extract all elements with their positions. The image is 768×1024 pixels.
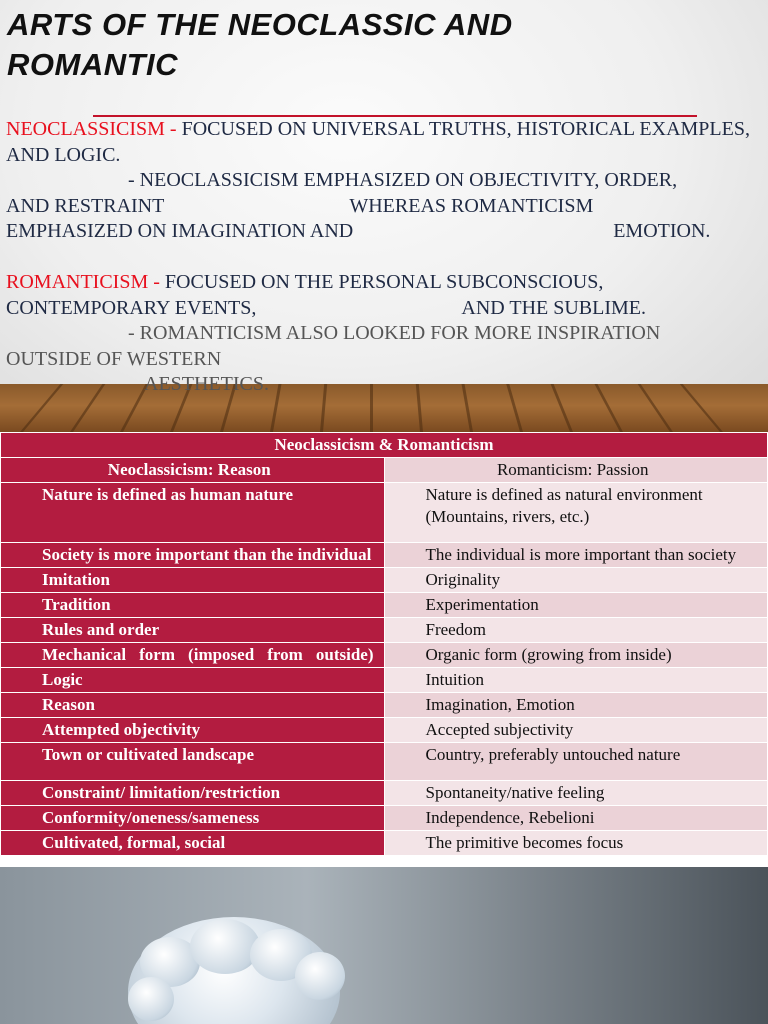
neo-sub-e: EMOTION. [613, 220, 711, 242]
romanticism-cell: Country, preferably untouched nature [384, 743, 768, 781]
neoclassicism-cell: Constraint/ limitation/restriction [1, 781, 385, 806]
slide-title [7, 5, 747, 85]
romanticism-cell: Freedom [384, 618, 768, 643]
romanticism-cell: Spontaneity/native feeling [384, 781, 768, 806]
title-line-1: ARTS OF THE NEOCLASSIC AND [7, 7, 513, 42]
rom-sub-b: OUTSIDE OF WESTERN [6, 347, 222, 370]
neoclassicism-cell: Reason [1, 693, 385, 718]
table-row [1, 781, 768, 806]
neoclassicism-cell: Town or cultivated landscape [1, 743, 385, 781]
rom-dash: - [148, 271, 165, 293]
hair-curl-shape [128, 977, 174, 1021]
neo-sub-b: AND RESTRAINT [6, 194, 165, 217]
romanticism-cell: Originality [384, 568, 768, 593]
table-row [1, 483, 768, 543]
romanticism-paragraph [6, 270, 766, 398]
table-title: Neoclassicism & Romanticism [1, 433, 768, 458]
hair-curl-shape [295, 952, 345, 1000]
rom-text-c: AND THE SUBLIME. [461, 296, 647, 319]
table-row [1, 593, 768, 618]
table-row [1, 543, 768, 568]
rom-text-a: FOCUSED ON THE PERSONAL SUBCONSCIOUS, [164, 271, 604, 293]
neoclassicism-cell: Rules and order [1, 618, 385, 643]
romanticism-cell: Intuition [384, 668, 768, 693]
comparison-table [0, 432, 768, 856]
neoclassicism-label: NEOCLASSICISM [6, 118, 165, 140]
slide-header [0, 0, 768, 432]
hair-curl-shape [190, 919, 260, 974]
neo-dash: - [164, 118, 182, 140]
romanticism-cell: The individual is more important than society [384, 543, 768, 568]
table-row [1, 568, 768, 593]
romanticism-cell: The primitive becomes focus [384, 831, 768, 856]
table-row [1, 718, 768, 743]
romanticism-cell: Imagination, Emotion [384, 693, 768, 718]
rom-text-b: CONTEMPORARY EVENTS, [6, 296, 257, 319]
neoclassicism-cell: Conformity/oneness/sameness [1, 806, 385, 831]
marble-bust-photo [0, 867, 768, 1024]
neo-text: FOCUSED ON UNIVERSAL TRUTHS, HISTORICAL EXAMPLES, AND LOGIC. [6, 118, 750, 166]
table-header-row [1, 458, 768, 483]
rom-sub-a: - ROMANTICISM ALSO LOOKED FOR MORE INSPIRATION [128, 322, 661, 344]
neoclassicism-cell [1, 643, 385, 668]
romanticism-cell: Organic form (growing from inside) [384, 643, 768, 668]
neo-sub-c: WHEREAS ROMANTICISM [349, 194, 594, 217]
neoclassicism-cell: Nature is defined as human nature [1, 483, 385, 543]
neoclassicism-cell-text: Mechanical form (imposed from outside) [42, 645, 374, 664]
romanticism-cell: Independence, Rebelioni [384, 806, 768, 831]
neoclassicism-cell: Society is more important than the individual [1, 543, 385, 568]
title-line-2: ROMANTIC [7, 47, 179, 82]
neoclassicism-cell: Attempted objectivity [1, 718, 385, 743]
table-row [1, 643, 768, 668]
rom-sub-c: AESTHETICS. [144, 373, 269, 395]
table-row [1, 806, 768, 831]
table-row [1, 693, 768, 718]
neo-sub-d: EMPHASIZED ON IMAGINATION AND [6, 220, 354, 242]
romanticism-label: ROMANTICISM [6, 271, 149, 293]
table-row [1, 618, 768, 643]
neoclassicism-cell: Logic [1, 668, 385, 693]
neoclassicism-cell: Imitation [1, 568, 385, 593]
table-row [1, 743, 768, 781]
column-header-neoclassicism: Neoclassicism: Reason [1, 458, 385, 483]
neoclassicism-cell: Cultivated, formal, social [1, 831, 385, 856]
romanticism-cell: Accepted subjectivity [384, 718, 768, 743]
neoclassicism-paragraph [6, 117, 766, 245]
table-row [1, 831, 768, 856]
comparison-table-container [0, 432, 768, 867]
column-header-romanticism: Romanticism: Passion [384, 458, 768, 483]
table-row [1, 668, 768, 693]
romanticism-cell: Experimentation [384, 593, 768, 618]
romanticism-cell: Nature is defined as natural environment (Mountains, rivers, etc.) [384, 483, 768, 543]
neoclassicism-cell: Tradition [1, 593, 385, 618]
table-title-row [1, 433, 768, 458]
neo-sub-a: - NEOCLASSICISM EMPHASIZED ON OBJECTIVITY, ORDER, [128, 169, 678, 191]
